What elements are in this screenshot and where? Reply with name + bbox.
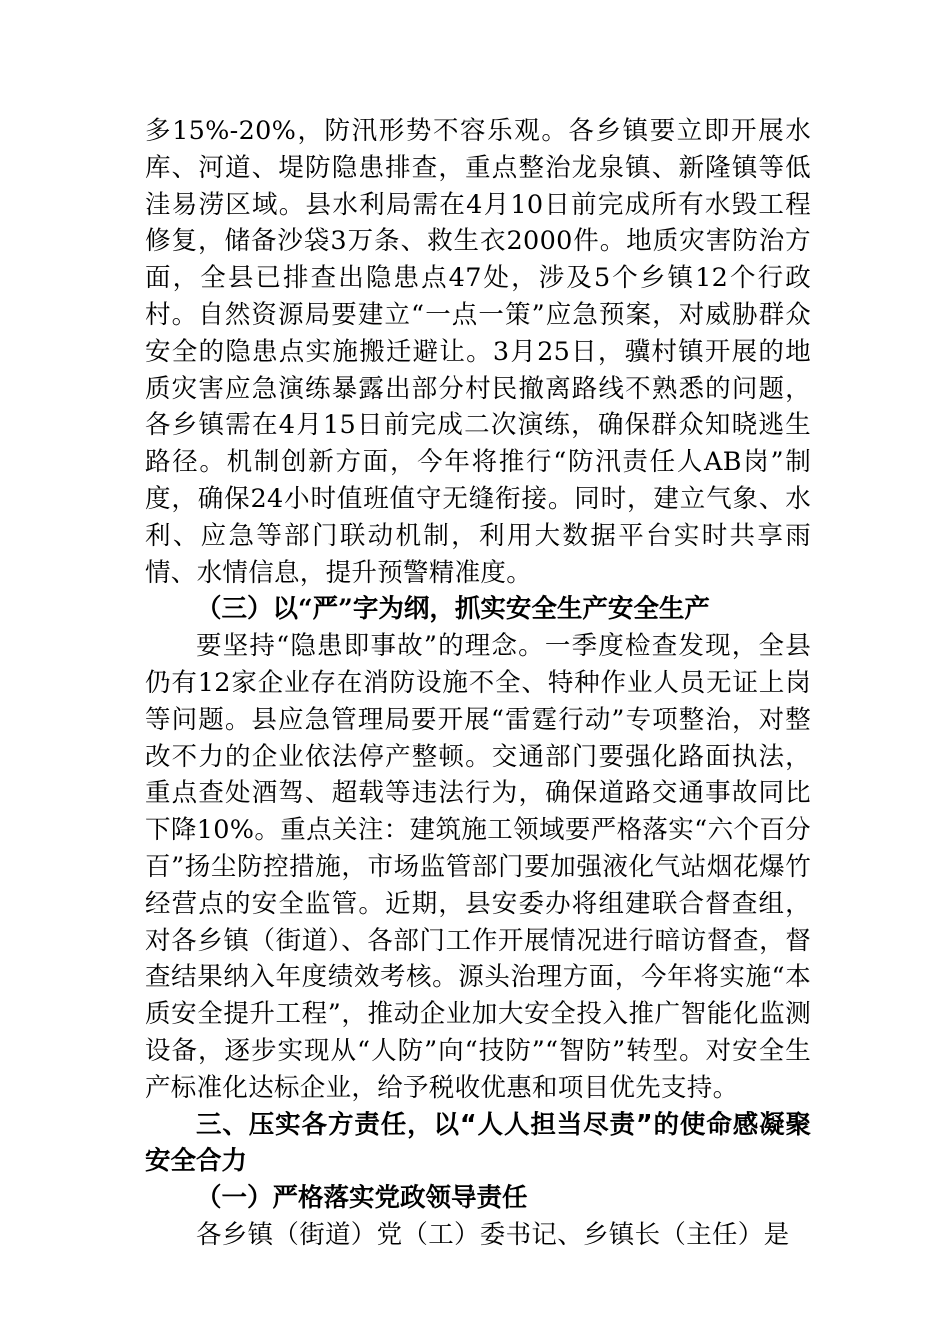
subheading-safety-production: （三）以“严”字为纲，抓实安全生产安全生产 (196, 594, 710, 625)
subheading-party-leadership: （一）严格落实党政领导责任 (196, 1183, 528, 1214)
paragraph-safety-production: 要坚持“隐患即事故”的理念。一季度检查发现，全县仍有12家企业存在消防设施不全、特种作业人员无证上岗等问题。县应急管理局要开展“雷霆行动”专项整治，对整改不力的企业依法停产整顿。交通部门要强化路面执法，重点查处酒驾、超载等违法行为，确保道路交通事故同比下降10%。重点关注：建筑施工领域要严格落实“六个百分百”扬尘防控措施，市场监管部门要加强液化气站烟花爆竹经营点的安全监管。近期，县安委办将组建联合督查组，对各乡镇（街道）、各部门工作开展情况进行暗访督查，督查结果纳入年度绩效考核。源头治理方面，今年将实施“本质安全提升工程”，推动企业加大安全投入推广智能化监测设备，逐步实现从“人防”向“技防”“智防”转型。对安全生产标准化达标企业，给予税收优惠和项目优先支持。 (145, 631, 811, 1103)
document-body (145, 113, 811, 1254)
paragraph-party-leadership: 各乡镇（街道）党（工）委书记、乡镇长（主任）是 (196, 1219, 790, 1250)
section-heading-responsibility: 三、压实各方责任，以“人人担当尽责”的使命感凝聚安全合力 (145, 1109, 811, 1177)
paragraph-flood-control: 多15%-20%，防汛形势不容乐观。各乡镇要立即开展水库、河道、堤防隐患排查，重点整治龙泉镇、新隆镇等低洼易涝区域。县水利局需在4月10日前完成所有水毁工程修复，储备沙袋3万条、救生衣2000件。地质灾害防治方面，全县已排查出隐患点47处，涉及5个乡镇12个行政村。自然资源局要建立“一点一策”应急预案，对威胁群众安全的隐患点实施搬迁避让。3月25日，骥村镇开展的地质灾害应急演练暴露出部分村民撤离路线不熟悉的问题，各乡镇需在4月15日前完成二次演练，确保群众知晓逃生路径。机制创新方面，今年将推行“防汛责任人AB岗”制度，确保24小时值班值守无缝衔接。同时，建立气象、水利、应急等部门联动机制，利用大数据平台实时共享雨情、水情信息，提升预警精准度。 (145, 116, 811, 588)
